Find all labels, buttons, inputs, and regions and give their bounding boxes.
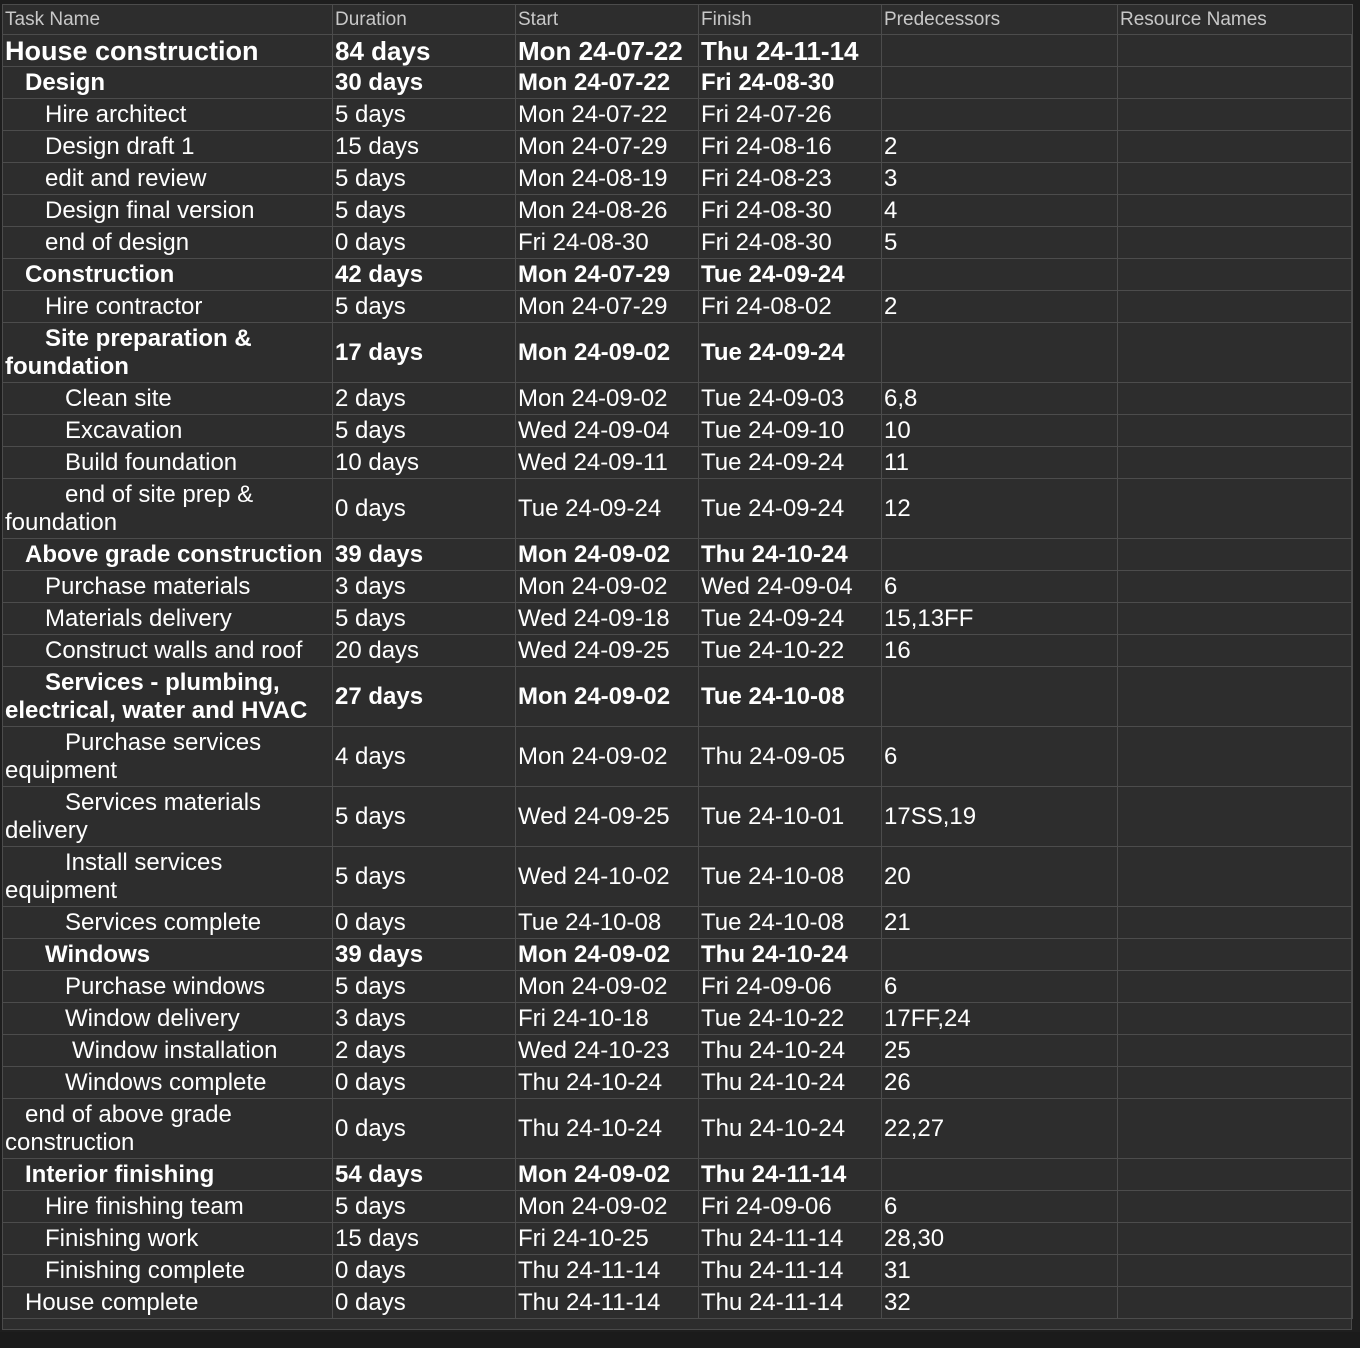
resource-names-cell[interactable] [1118, 1035, 1353, 1067]
duration-cell[interactable]: 42 days [333, 259, 516, 291]
task-name-cell[interactable]: House construction [3, 35, 333, 67]
start-cell[interactable]: Mon 24-09-02 [516, 323, 699, 383]
start-cell[interactable]: Mon 24-07-22 [516, 35, 699, 67]
task-row[interactable] [3, 227, 1353, 259]
predecessors-cell[interactable] [882, 1159, 1118, 1191]
start-cell[interactable]: Fri 24-08-30 [516, 227, 699, 259]
column-header-duration[interactable]: Duration [333, 5, 516, 35]
duration-cell[interactable]: 10 days [333, 447, 516, 479]
duration-cell[interactable]: 30 days [333, 67, 516, 99]
finish-cell[interactable]: Thu 24-11-14 [699, 35, 882, 67]
finish-cell[interactable]: Tue 24-09-24 [699, 447, 882, 479]
finish-cell[interactable]: Fri 24-09-06 [699, 1191, 882, 1223]
task-name-cell[interactable]: Purchase materials [3, 571, 333, 603]
duration-cell[interactable]: 5 days [333, 787, 516, 847]
task-name-cell[interactable]: Construction [3, 259, 333, 291]
predecessors-cell[interactable]: 6 [882, 727, 1118, 787]
column-header-resource-names[interactable]: Resource Names [1118, 5, 1353, 35]
start-cell[interactable]: Thu 24-11-14 [516, 1255, 699, 1287]
resource-names-cell[interactable] [1118, 383, 1353, 415]
column-header-finish[interactable]: Finish [699, 5, 882, 35]
finish-cell[interactable]: Thu 24-10-24 [699, 939, 882, 971]
start-cell[interactable]: Fri 24-10-18 [516, 1003, 699, 1035]
predecessors-cell[interactable] [882, 259, 1118, 291]
resource-names-cell[interactable] [1118, 1003, 1353, 1035]
start-cell[interactable]: Mon 24-09-02 [516, 539, 699, 571]
finish-cell[interactable]: Fri 24-07-26 [699, 99, 882, 131]
bottom-strip [0, 1332, 1360, 1348]
duration-cell[interactable]: 2 days [333, 383, 516, 415]
resource-names-cell[interactable] [1118, 603, 1353, 635]
task-row[interactable] [3, 539, 1353, 571]
predecessors-cell[interactable] [882, 667, 1118, 727]
start-cell[interactable]: Wed 24-09-04 [516, 415, 699, 447]
finish-cell[interactable]: Tue 24-09-10 [699, 415, 882, 447]
finish-cell[interactable]: Thu 24-10-24 [699, 1099, 882, 1159]
task-row[interactable] [3, 259, 1353, 291]
resource-names-cell[interactable] [1118, 1159, 1353, 1191]
task-row[interactable] [3, 1255, 1353, 1287]
predecessors-cell[interactable]: 6,8 [882, 383, 1118, 415]
task-row[interactable] [3, 195, 1353, 227]
predecessors-cell[interactable]: 4 [882, 195, 1118, 227]
duration-cell[interactable]: 39 days [333, 939, 516, 971]
resource-names-cell[interactable] [1118, 35, 1353, 67]
task-name-cell[interactable]: Hire architect [3, 99, 333, 131]
resource-names-cell[interactable] [1118, 163, 1353, 195]
predecessors-cell[interactable]: 10 [882, 415, 1118, 447]
start-cell[interactable]: Mon 24-09-02 [516, 571, 699, 603]
start-cell[interactable]: Wed 24-09-18 [516, 603, 699, 635]
task-row[interactable] [3, 383, 1353, 415]
resource-names-cell[interactable] [1118, 291, 1353, 323]
task-name-cell[interactable]: Finishing complete [3, 1255, 333, 1287]
resource-names-cell[interactable] [1118, 227, 1353, 259]
task-name-cell[interactable]: end of design [3, 227, 333, 259]
predecessors-cell[interactable] [882, 99, 1118, 131]
task-row[interactable] [3, 1223, 1353, 1255]
duration-cell[interactable]: 3 days [333, 571, 516, 603]
resource-names-cell[interactable] [1118, 971, 1353, 1003]
task-name-cell[interactable]: Construct walls and roof [3, 635, 333, 667]
predecessors-cell[interactable]: 3 [882, 163, 1118, 195]
start-cell[interactable]: Mon 24-07-29 [516, 131, 699, 163]
duration-cell[interactable]: 27 days [333, 667, 516, 727]
resource-names-cell[interactable] [1118, 667, 1353, 727]
duration-cell[interactable]: 4 days [333, 727, 516, 787]
resource-names-cell[interactable] [1118, 195, 1353, 227]
duration-cell[interactable]: 0 days [333, 227, 516, 259]
task-rows [3, 35, 1353, 1319]
finish-cell[interactable]: Fri 24-08-23 [699, 163, 882, 195]
start-cell[interactable]: Mon 24-07-22 [516, 67, 699, 99]
task-name-cell[interactable]: Services materials delivery [3, 787, 333, 847]
task-name-cell[interactable]: Design final version [3, 195, 333, 227]
predecessors-cell[interactable]: 28,30 [882, 1223, 1118, 1255]
duration-cell[interactable]: 84 days [333, 35, 516, 67]
duration-cell[interactable]: 0 days [333, 1255, 516, 1287]
finish-cell[interactable]: Thu 24-10-24 [699, 539, 882, 571]
predecessors-cell[interactable]: 21 [882, 907, 1118, 939]
resource-names-cell[interactable] [1118, 259, 1353, 291]
task-name-cell[interactable]: edit and review [3, 163, 333, 195]
finish-cell[interactable]: Tue 24-09-24 [699, 259, 882, 291]
resource-names-cell[interactable] [1118, 1191, 1353, 1223]
finish-cell[interactable]: Thu 24-11-14 [699, 1223, 882, 1255]
finish-cell[interactable]: Thu 24-11-14 [699, 1159, 882, 1191]
resource-names-cell[interactable] [1118, 847, 1353, 907]
start-cell[interactable]: Thu 24-11-14 [516, 1287, 699, 1319]
duration-cell[interactable]: 0 days [333, 907, 516, 939]
task-row[interactable] [3, 907, 1353, 939]
predecessors-cell[interactable]: 6 [882, 971, 1118, 1003]
predecessors-cell[interactable] [882, 35, 1118, 67]
header-row [3, 5, 1353, 35]
task-name-cell[interactable]: Purchase windows [3, 971, 333, 1003]
predecessors-cell[interactable]: 11 [882, 447, 1118, 479]
duration-cell[interactable]: 5 days [333, 415, 516, 447]
start-cell[interactable]: Mon 24-09-02 [516, 727, 699, 787]
task-name-cell[interactable]: Services - plumbing, electrical, water and HVAC [3, 667, 333, 727]
resource-names-cell[interactable] [1118, 323, 1353, 383]
task-row[interactable] [3, 67, 1353, 99]
start-cell[interactable]: Mon 24-09-02 [516, 1191, 699, 1223]
resource-names-cell[interactable] [1118, 539, 1353, 571]
task-row[interactable] [3, 939, 1353, 971]
predecessors-cell[interactable] [882, 939, 1118, 971]
start-cell[interactable]: Mon 24-07-29 [516, 291, 699, 323]
duration-cell[interactable]: 0 days [333, 479, 516, 539]
duration-cell[interactable]: 15 days [333, 1223, 516, 1255]
start-cell[interactable]: Mon 24-08-26 [516, 195, 699, 227]
task-name-cell[interactable]: Above grade construction [3, 539, 333, 571]
predecessors-cell[interactable]: 16 [882, 635, 1118, 667]
finish-cell[interactable]: Thu 24-10-24 [699, 1035, 882, 1067]
duration-cell[interactable]: 54 days [333, 1159, 516, 1191]
start-cell[interactable]: Mon 24-07-22 [516, 99, 699, 131]
predecessors-cell[interactable]: 15,13FF [882, 603, 1118, 635]
duration-cell[interactable]: 5 days [333, 1191, 516, 1223]
task-row[interactable] [3, 415, 1353, 447]
task-name-cell[interactable]: Clean site [3, 383, 333, 415]
task-name-cell[interactable]: Window installation [3, 1035, 333, 1067]
finish-cell[interactable]: Tue 24-10-01 [699, 787, 882, 847]
start-cell[interactable]: Thu 24-10-24 [516, 1067, 699, 1099]
predecessors-cell[interactable]: 17SS,19 [882, 787, 1118, 847]
task-name-cell[interactable]: Build foundation [3, 447, 333, 479]
finish-cell[interactable]: Tue 24-09-24 [699, 479, 882, 539]
predecessors-cell[interactable] [882, 67, 1118, 99]
start-cell[interactable]: Tue 24-09-24 [516, 479, 699, 539]
task-name-cell[interactable]: Hire contractor [3, 291, 333, 323]
predecessors-cell[interactable]: 17FF,24 [882, 1003, 1118, 1035]
start-cell[interactable]: Mon 24-09-02 [516, 383, 699, 415]
task-name-cell[interactable]: Hire finishing team [3, 1191, 333, 1223]
duration-cell[interactable]: 5 days [333, 971, 516, 1003]
duration-cell[interactable]: 5 days [333, 99, 516, 131]
predecessors-cell[interactable]: 5 [882, 227, 1118, 259]
task-table [2, 4, 1353, 1319]
task-sheet [2, 4, 1352, 1330]
task-name-cell[interactable]: Windows complete [3, 1067, 333, 1099]
predecessors-cell[interactable]: 6 [882, 1191, 1118, 1223]
resource-names-cell[interactable] [1118, 635, 1353, 667]
task-row[interactable] [3, 1287, 1353, 1319]
duration-cell[interactable]: 5 days [333, 163, 516, 195]
task-row[interactable] [3, 603, 1353, 635]
task-row[interactable] [3, 971, 1353, 1003]
task-row[interactable] [3, 571, 1353, 603]
finish-cell[interactable]: Thu 24-09-05 [699, 727, 882, 787]
duration-cell[interactable]: 0 days [333, 1287, 516, 1319]
task-row[interactable] [3, 291, 1353, 323]
task-name-cell[interactable]: House complete [3, 1287, 333, 1319]
start-cell[interactable]: Mon 24-09-02 [516, 971, 699, 1003]
finish-cell[interactable]: Tue 24-09-24 [699, 603, 882, 635]
duration-cell[interactable]: 20 days [333, 635, 516, 667]
duration-cell[interactable]: 3 days [333, 1003, 516, 1035]
start-cell[interactable]: Tue 24-10-08 [516, 907, 699, 939]
start-cell[interactable]: Wed 24-09-25 [516, 635, 699, 667]
finish-cell[interactable]: Thu 24-11-14 [699, 1255, 882, 1287]
finish-cell[interactable]: Fri 24-08-30 [699, 195, 882, 227]
start-cell[interactable]: Wed 24-09-25 [516, 787, 699, 847]
resource-names-cell[interactable] [1118, 131, 1353, 163]
finish-cell[interactable]: Fri 24-08-02 [699, 291, 882, 323]
finish-cell[interactable]: Fri 24-08-30 [699, 227, 882, 259]
start-cell[interactable]: Thu 24-10-24 [516, 1099, 699, 1159]
resource-names-cell[interactable] [1118, 727, 1353, 787]
task-row[interactable] [3, 667, 1353, 727]
task-row[interactable] [3, 479, 1353, 539]
task-name-cell[interactable]: Design draft 1 [3, 131, 333, 163]
resource-names-cell[interactable] [1118, 1067, 1353, 1099]
task-row[interactable] [3, 1159, 1353, 1191]
start-cell[interactable]: Wed 24-10-02 [516, 847, 699, 907]
predecessors-cell[interactable]: 6 [882, 571, 1118, 603]
task-row[interactable] [3, 1191, 1353, 1223]
resource-names-cell[interactable] [1118, 415, 1353, 447]
finish-cell[interactable]: Fri 24-08-30 [699, 67, 882, 99]
resource-names-cell[interactable] [1118, 571, 1353, 603]
resource-names-cell[interactable] [1118, 479, 1353, 539]
start-cell[interactable]: Mon 24-09-02 [516, 1159, 699, 1191]
task-row[interactable] [3, 131, 1353, 163]
task-name-cell[interactable]: Finishing work [3, 1223, 333, 1255]
task-name-cell[interactable]: end of site prep & foundation [3, 479, 333, 539]
column-header-start[interactable]: Start [516, 5, 699, 35]
resource-names-cell[interactable] [1118, 939, 1353, 971]
task-name-cell[interactable]: Purchase services equipment [3, 727, 333, 787]
start-cell[interactable]: Mon 24-09-02 [516, 667, 699, 727]
start-cell[interactable]: Mon 24-08-19 [516, 163, 699, 195]
resource-names-cell[interactable] [1118, 99, 1353, 131]
resource-names-cell[interactable] [1118, 67, 1353, 99]
task-row[interactable] [3, 635, 1353, 667]
predecessors-cell[interactable]: 12 [882, 479, 1118, 539]
finish-cell[interactable]: Tue 24-10-08 [699, 907, 882, 939]
resource-names-cell[interactable] [1118, 787, 1353, 847]
task-row[interactable] [3, 1003, 1353, 1035]
duration-cell[interactable]: 17 days [333, 323, 516, 383]
finish-cell[interactable]: Tue 24-10-22 [699, 1003, 882, 1035]
finish-cell[interactable]: Thu 24-11-14 [699, 1287, 882, 1319]
task-name-cell[interactable]: end of above grade construction [3, 1099, 333, 1159]
task-name-cell[interactable]: Site preparation & foundation [3, 323, 333, 383]
task-name-cell[interactable]: Services complete [3, 907, 333, 939]
resource-names-cell[interactable] [1118, 1255, 1353, 1287]
start-cell[interactable]: Fri 24-10-25 [516, 1223, 699, 1255]
task-name-cell[interactable]: Design [3, 67, 333, 99]
task-row[interactable] [3, 1099, 1353, 1159]
finish-cell[interactable]: Thu 24-10-24 [699, 1067, 882, 1099]
predecessors-cell[interactable]: 2 [882, 131, 1118, 163]
task-name-cell[interactable]: Excavation [3, 415, 333, 447]
task-row[interactable] [3, 163, 1353, 195]
resource-names-cell[interactable] [1118, 447, 1353, 479]
predecessors-cell[interactable]: 31 [882, 1255, 1118, 1287]
duration-cell[interactable]: 5 days [333, 603, 516, 635]
finish-cell[interactable]: Tue 24-10-22 [699, 635, 882, 667]
task-row[interactable] [3, 99, 1353, 131]
task-name-cell[interactable]: Windows [3, 939, 333, 971]
duration-cell[interactable]: 15 days [333, 131, 516, 163]
task-name-cell[interactable]: Install services equipment [3, 847, 333, 907]
start-cell[interactable]: Wed 24-09-11 [516, 447, 699, 479]
finish-cell[interactable]: Fri 24-09-06 [699, 971, 882, 1003]
task-row[interactable] [3, 727, 1353, 787]
resource-names-cell[interactable] [1118, 1287, 1353, 1319]
column-header-task-name[interactable]: Task Name [3, 5, 333, 35]
predecessors-cell[interactable]: 26 [882, 1067, 1118, 1099]
task-row[interactable] [3, 1035, 1353, 1067]
task-row[interactable] [3, 323, 1353, 383]
task-row[interactable] [3, 447, 1353, 479]
column-header-predecessors[interactable]: Predecessors [882, 5, 1118, 35]
start-cell[interactable]: Mon 24-09-02 [516, 939, 699, 971]
duration-cell[interactable]: 5 days [333, 291, 516, 323]
predecessors-cell[interactable]: 20 [882, 847, 1118, 907]
predecessors-cell[interactable]: 32 [882, 1287, 1118, 1319]
resource-names-cell[interactable] [1118, 1223, 1353, 1255]
duration-cell[interactable]: 5 days [333, 195, 516, 227]
task-row[interactable] [3, 35, 1353, 67]
finish-cell[interactable]: Fri 24-08-16 [699, 131, 882, 163]
start-cell[interactable]: Wed 24-10-23 [516, 1035, 699, 1067]
task-name-cell[interactable]: Materials delivery [3, 603, 333, 635]
task-row[interactable] [3, 847, 1353, 907]
duration-cell[interactable]: 0 days [333, 1067, 516, 1099]
predecessors-cell[interactable] [882, 323, 1118, 383]
predecessors-cell[interactable]: 22,27 [882, 1099, 1118, 1159]
finish-cell[interactable]: Tue 24-09-24 [699, 323, 882, 383]
finish-cell[interactable]: Tue 24-10-08 [699, 667, 882, 727]
resource-names-cell[interactable] [1118, 907, 1353, 939]
task-name-cell[interactable]: Interior finishing [3, 1159, 333, 1191]
task-row[interactable] [3, 787, 1353, 847]
start-cell[interactable]: Mon 24-07-29 [516, 259, 699, 291]
duration-cell[interactable]: 0 days [333, 1099, 516, 1159]
finish-cell[interactable]: Wed 24-09-04 [699, 571, 882, 603]
task-row[interactable] [3, 1067, 1353, 1099]
predecessors-cell[interactable] [882, 539, 1118, 571]
predecessors-cell[interactable]: 25 [882, 1035, 1118, 1067]
task-name-cell[interactable]: Window delivery [3, 1003, 333, 1035]
duration-cell[interactable]: 5 days [333, 847, 516, 907]
finish-cell[interactable]: Tue 24-09-03 [699, 383, 882, 415]
duration-cell[interactable]: 2 days [333, 1035, 516, 1067]
duration-cell[interactable]: 39 days [333, 539, 516, 571]
resource-names-cell[interactable] [1118, 1099, 1353, 1159]
finish-cell[interactable]: Tue 24-10-08 [699, 847, 882, 907]
predecessors-cell[interactable]: 2 [882, 291, 1118, 323]
